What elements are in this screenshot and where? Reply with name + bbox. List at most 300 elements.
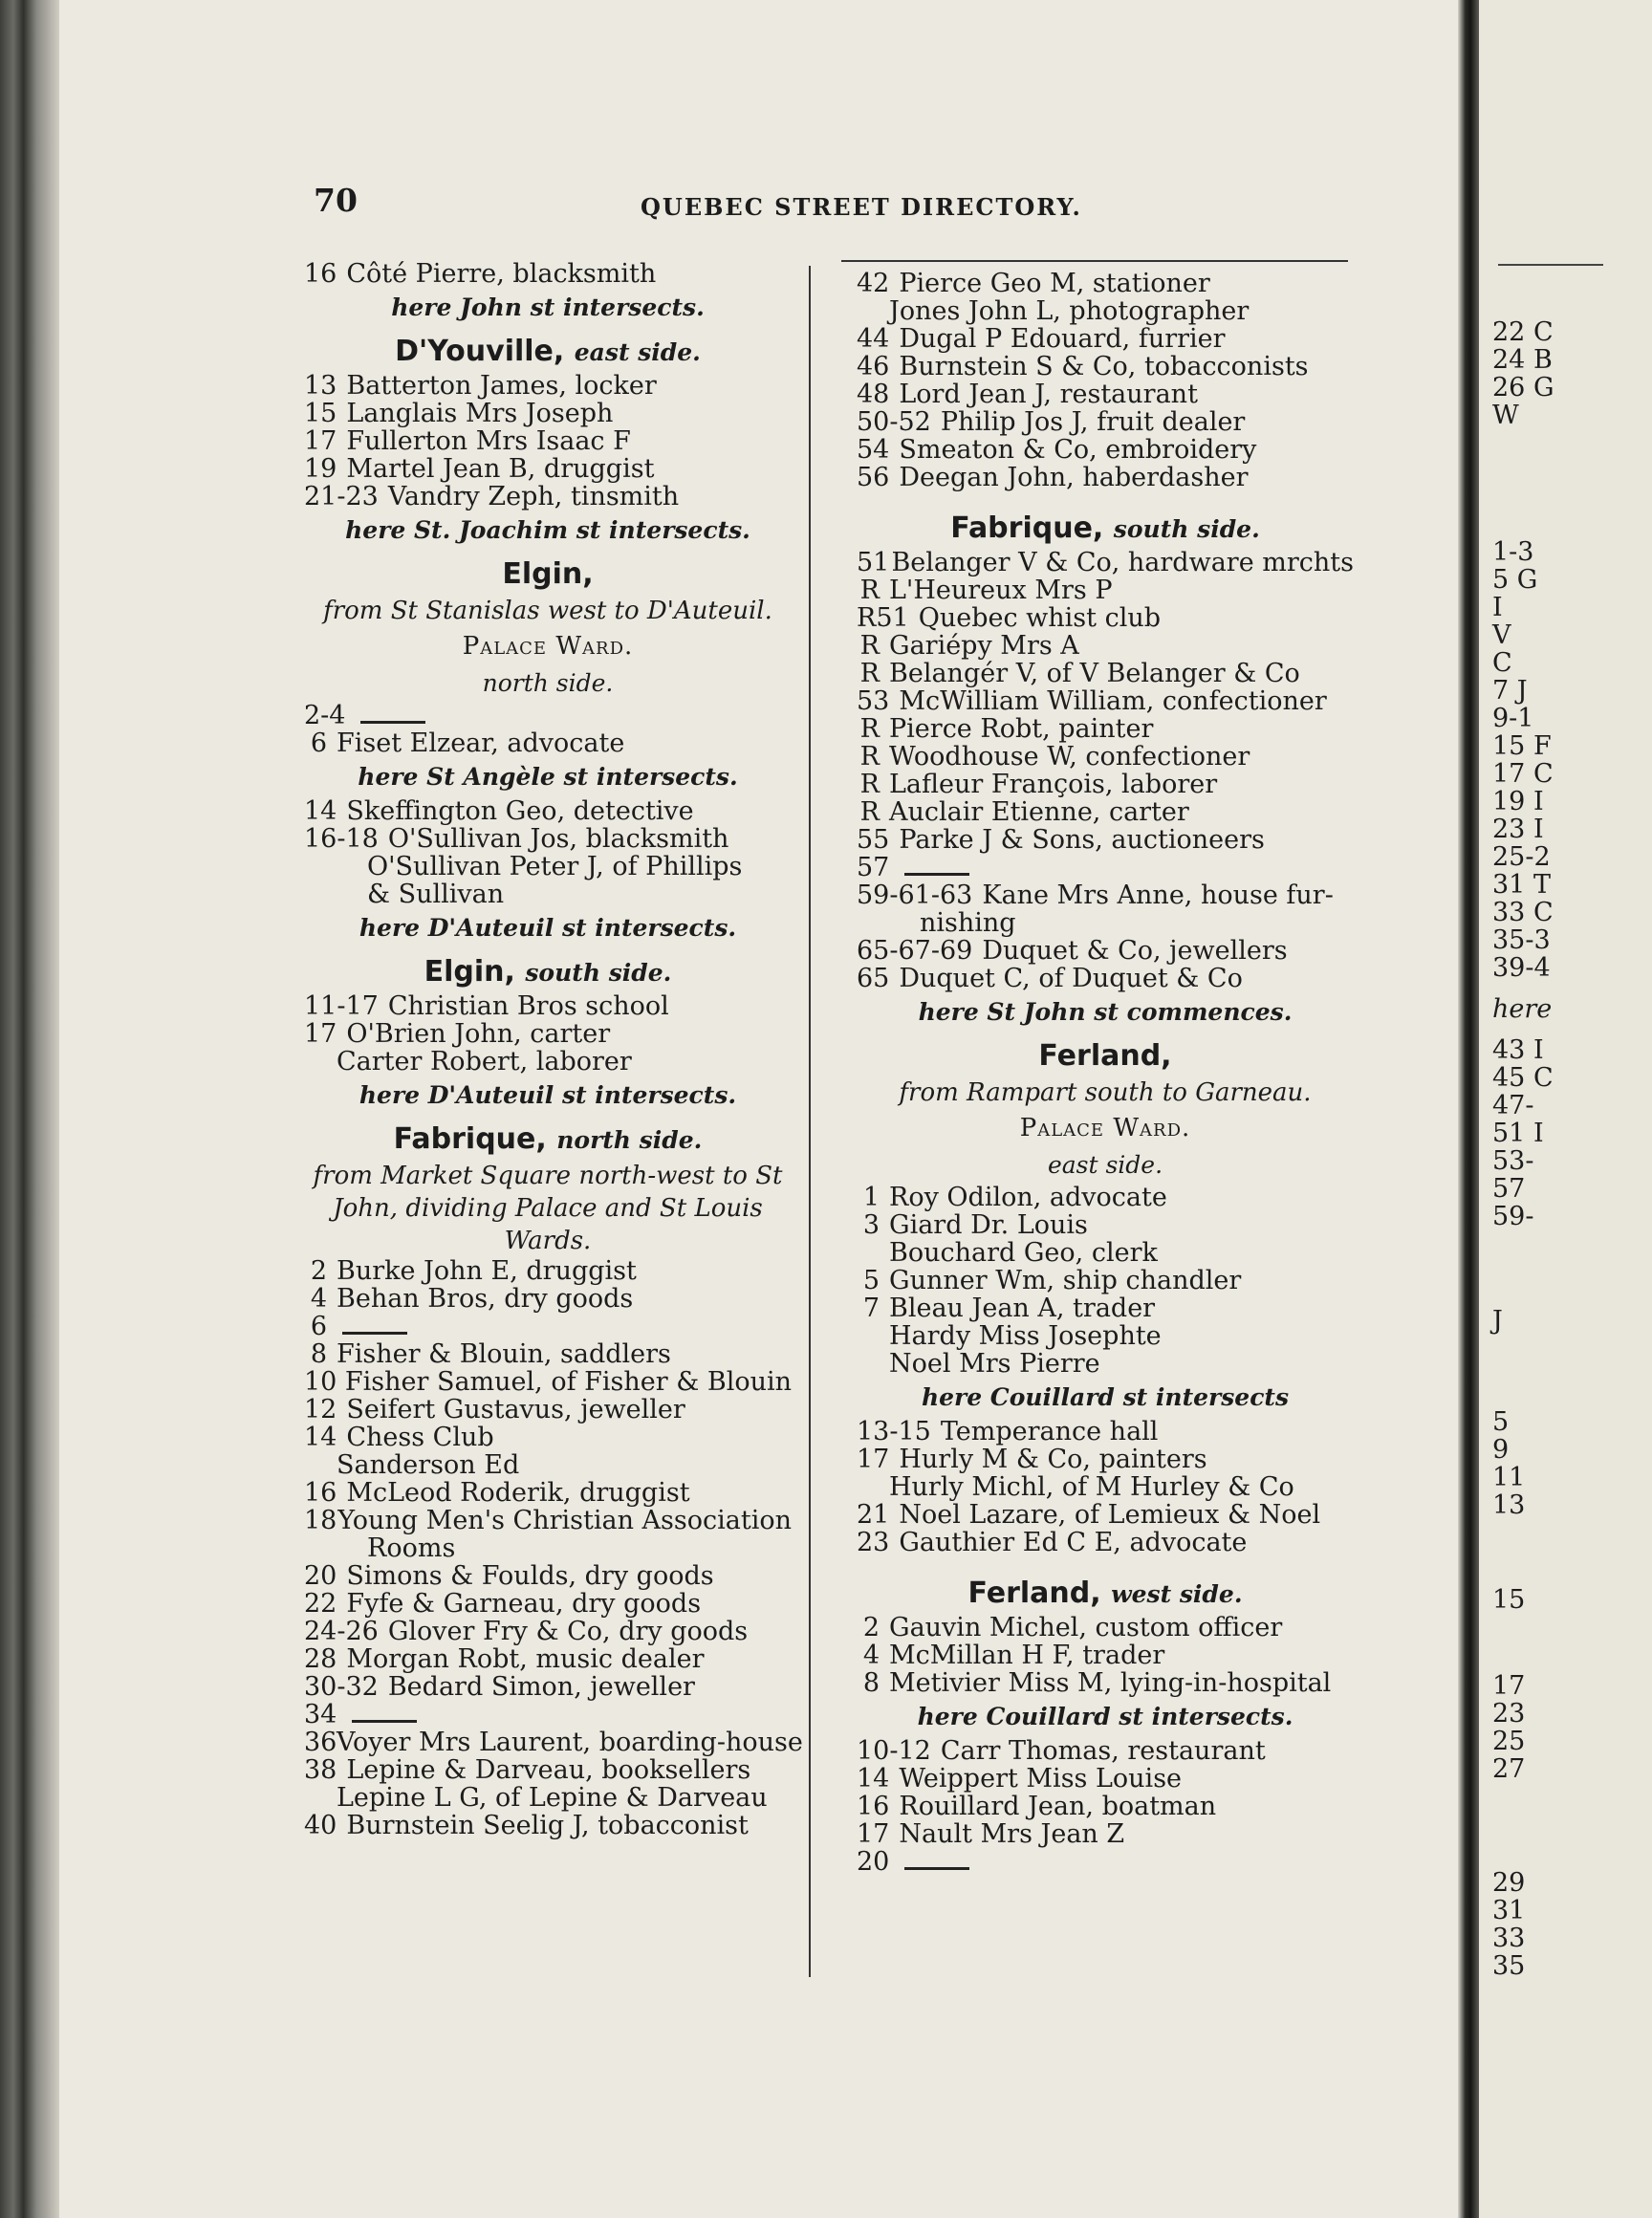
house-number: 19 (304, 454, 337, 484)
house-number: 65-67-69 (857, 936, 973, 966)
directory-entry (857, 1529, 1354, 1556)
directory-entry (857, 604, 1354, 632)
house-number: R (859, 631, 880, 661)
facing-page-text: 15 (1492, 1585, 1526, 1615)
entry-text: Roy Odilon, advocate (889, 1183, 1167, 1212)
directory-entry (304, 1285, 792, 1313)
side-heading: north side. (482, 669, 614, 697)
house-number: 42 (857, 269, 890, 298)
entry-text: Nault Mrs Jean Z (899, 1819, 1125, 1849)
street-extent: from Market Square north-west to St John, dividing Palace and St Louis Wards. (313, 1162, 783, 1255)
house-number: 24-26 (304, 1617, 379, 1646)
street-intersection-note: here John st intersects. (391, 294, 705, 321)
entry-text: Duquet & Co, jewellers (982, 936, 1288, 966)
directory-entry (857, 1294, 1354, 1322)
entry-text: Dugal P Edouard, furrier (899, 324, 1226, 354)
vacant-entry (857, 1848, 1354, 1876)
street-side: west side. (1111, 1580, 1243, 1608)
entry-text: Noel Lazare, of Lemieux & Noel (899, 1500, 1321, 1530)
house-number: 5 (862, 1266, 880, 1295)
facing-page-text: 11 (1492, 1463, 1526, 1492)
facing-page-fragment (1479, 0, 1652, 2218)
facing-page-text: 9 (1492, 1435, 1510, 1465)
entry-text: Hurly M & Co, painters (899, 1445, 1207, 1474)
street-extent: from St Stanislas west to D'Auteuil. (323, 597, 772, 625)
directory-entry (857, 270, 1354, 297)
facing-page-text: 35-3 (1492, 925, 1551, 955)
house-number: R (859, 797, 880, 827)
vacant-entry (304, 1701, 792, 1729)
directory-entry (304, 797, 792, 825)
directory-entry (857, 881, 1354, 909)
house-number: R (859, 714, 880, 744)
street-intersection-note: here St. Joachim st intersects. (345, 516, 750, 544)
left-column (304, 259, 803, 1840)
house-number: R (859, 659, 880, 688)
directory-entry (857, 771, 1354, 798)
house-number: 28 (304, 1644, 337, 1674)
facing-page-text: 26 G (1492, 373, 1554, 402)
house-number: 23 (857, 1528, 890, 1557)
house-number: 21-23 (304, 482, 379, 511)
directory-entry (304, 1424, 792, 1451)
directory-entry (857, 1793, 1354, 1820)
street-heading (857, 505, 1354, 549)
street-name: D'Youville, (395, 335, 565, 368)
directory-entry (857, 1501, 1354, 1529)
directory-entry (857, 632, 1354, 660)
vacant-dash (342, 1332, 407, 1335)
directory-entry (304, 1562, 792, 1590)
house-number: 10 (304, 1367, 337, 1397)
facing-page-text: 47- (1492, 1091, 1534, 1120)
street-extent: from Rampart south to Garneau. (899, 1078, 1312, 1107)
book-gutter (1458, 0, 1479, 2218)
facing-page-text: 53- (1492, 1146, 1534, 1176)
facing-page-text: 29 (1492, 1868, 1526, 1898)
directory-entry (304, 1020, 792, 1048)
house-number: 15 (304, 399, 337, 428)
facing-page-text: 17 C (1492, 759, 1554, 789)
entry-text: Chess Club (346, 1423, 494, 1452)
directory-entry (304, 260, 792, 288)
house-number: 21 (857, 1500, 890, 1530)
entry-text: Christian Bros school (387, 991, 669, 1021)
house-number: 59-61-63 (857, 881, 973, 910)
house-number: 17 (857, 1445, 890, 1474)
house-number: 38 (304, 1755, 337, 1785)
directory-entry (304, 1507, 792, 1534)
house-number: 14 (304, 1423, 337, 1452)
facing-page-text: I (1492, 593, 1503, 622)
facing-page-text: 1-3 (1492, 537, 1534, 567)
directory-entry (857, 325, 1354, 353)
directory-entry (857, 1737, 1354, 1765)
entry-text: Carr Thomas, restaurant (940, 1736, 1266, 1766)
house-number: 17 (857, 1819, 890, 1849)
house-number: 8 (310, 1339, 327, 1369)
house-number: 36 (304, 1728, 337, 1757)
directory-entry (304, 1340, 792, 1368)
directory-entry (304, 729, 792, 757)
facing-page-text: 51 I (1492, 1119, 1544, 1148)
entry-text: Pierce Geo M, stationer (899, 269, 1210, 298)
house-number: 14 (304, 796, 337, 826)
directory-entry (304, 1618, 792, 1645)
continuation-entry: Noel Mrs Pierre (889, 1349, 1100, 1379)
house-number: 4 (310, 1284, 327, 1314)
street-heading (304, 328, 792, 372)
house-number: 17 (304, 1019, 337, 1049)
street-heading (304, 551, 792, 595)
entry-text: Fiset Elzear, advocate (337, 728, 625, 758)
facing-page-rule (1498, 264, 1603, 266)
continuation-entry: nishing (920, 908, 1016, 938)
entry-text: Batterton James, locker (346, 371, 657, 401)
facing-page-text: 24 B (1492, 345, 1553, 375)
entry-text: Temperance hall (940, 1417, 1159, 1446)
entry-text: Lord Jean J, restaurant (899, 380, 1198, 409)
continuation-entry: Hurly Michl, of M Hurley & Co (889, 1472, 1294, 1502)
directory-entry (857, 1211, 1354, 1239)
facing-page-text: 25-2 (1492, 842, 1551, 872)
entry-text: Simons & Foulds, dry goods (346, 1561, 714, 1591)
house-number: 2 (862, 1613, 880, 1642)
directory-entry (857, 660, 1354, 687)
facing-page-text: 17 (1492, 1671, 1526, 1701)
facing-page-text: 13 (1492, 1490, 1526, 1520)
house-number: 2-4 (304, 701, 346, 730)
directory-entry (857, 687, 1354, 715)
entry-text: Smeaton & Co, embroidery (899, 435, 1257, 465)
house-number: 48 (857, 380, 890, 409)
facing-page-text: 31 (1492, 1896, 1526, 1925)
house-number: 13-15 (857, 1417, 931, 1446)
house-number: 8 (862, 1668, 880, 1698)
facing-page-text: 7 J (1492, 676, 1528, 706)
entry-text: Glover Fry & Co, dry goods (387, 1617, 749, 1646)
street-intersection-note: here D'Auteuil st intersects. (359, 914, 737, 942)
continuation-entry: Rooms (367, 1533, 456, 1563)
house-number: R (859, 742, 880, 772)
ward-name: Palace Ward. (1019, 1114, 1191, 1142)
vacant-entry (304, 702, 792, 729)
continuation-entry: Jones John L, photographer (889, 296, 1250, 326)
entry-text: Belanger V & Co, hardware mrchts (891, 548, 1354, 577)
directory-entry (857, 937, 1354, 965)
facing-page-text: 33 C (1492, 898, 1554, 927)
house-number: 34 (304, 1700, 337, 1729)
directory-entry (304, 1479, 792, 1507)
entry-text: Behan Bros, dry goods (337, 1284, 634, 1314)
street-intersection-note: here D'Auteuil st intersects. (359, 1081, 737, 1109)
entry-text: Quebec whist club (918, 603, 1162, 633)
entry-text: Deegan John, haberdasher (899, 463, 1249, 492)
entry-text: Auclair Etienne, carter (889, 797, 1189, 827)
facing-page-text: 57 (1492, 1174, 1526, 1204)
street-heading (304, 948, 792, 992)
street-heading (857, 1033, 1354, 1076)
street-side: east side. (574, 338, 701, 366)
house-number: 65 (857, 964, 890, 993)
entry-text: Bedard Simon, jeweller (387, 1672, 695, 1702)
directory-entry (857, 965, 1354, 992)
directory-entry (857, 1267, 1354, 1294)
entry-text: Seifert Gustavus, jeweller (346, 1395, 685, 1424)
directory-entry (304, 1673, 792, 1701)
directory-entry (304, 1645, 792, 1673)
house-number: 16 (857, 1792, 890, 1821)
house-number: 7 (862, 1294, 880, 1323)
directory-entry (857, 1820, 1354, 1848)
street-intersection-note: here Couillard st intersects. (917, 1703, 1293, 1730)
entry-text: Young Men's Christian Association (337, 1506, 792, 1535)
street-name: Fabrique, (393, 1122, 547, 1156)
facing-page-text: 22 C (1492, 317, 1554, 347)
facing-page-text: 23 I (1492, 815, 1544, 844)
entry-text: Gunner Wm, ship chandler (889, 1266, 1242, 1295)
vacant-entry (304, 1313, 792, 1340)
street-name: Ferland, (967, 1577, 1101, 1610)
continuation-entry: Sanderson Ed (337, 1450, 520, 1480)
continuation-entry: Bouchard Geo, clerk (889, 1238, 1158, 1268)
entry-text: Philip Jos J, fruit dealer (940, 407, 1246, 437)
house-number: 30-32 (304, 1672, 379, 1702)
entry-text: Woodhouse W, confectioner (889, 742, 1250, 772)
directory-entry (857, 1446, 1354, 1473)
entry-text: Fisher Samuel, of Fisher & Blouin (344, 1367, 792, 1397)
street-name: Ferland, (1038, 1039, 1172, 1073)
entry-text: Kane Mrs Anne, house fur- (982, 881, 1334, 910)
street-name: Fabrique, (950, 511, 1104, 545)
directory-entry (304, 1590, 792, 1618)
vacant-dash (360, 721, 425, 724)
facing-page-text: V (1492, 620, 1511, 650)
directory-entry (857, 1765, 1354, 1793)
house-number: 22 (304, 1589, 337, 1619)
street-side: south side. (525, 959, 672, 987)
facing-page-text: 39-4 (1492, 953, 1551, 983)
house-number: 40 (304, 1811, 337, 1840)
directory-entry (857, 715, 1354, 743)
entry-text: O'Brien John, carter (346, 1019, 611, 1049)
directory-entry (857, 1418, 1354, 1446)
directory-entry (304, 483, 792, 511)
vacant-dash (352, 1720, 417, 1723)
entry-text: Vandry Zeph, tinsmith (387, 482, 680, 511)
entry-text: Burnstein S & Co, tobacconists (899, 352, 1309, 381)
facing-page-text: 45 C (1492, 1063, 1554, 1093)
house-number: 57 (857, 853, 890, 882)
house-number: 17 (304, 426, 337, 456)
house-number: 6 (310, 728, 327, 758)
facing-page-text: 23 (1492, 1699, 1526, 1729)
entry-text: Gauthier Ed C E, advocate (899, 1528, 1248, 1557)
house-number: 12 (304, 1395, 337, 1424)
facing-page-text: 35 (1492, 1951, 1526, 1981)
house-number: 4 (862, 1641, 880, 1670)
entry-text: Parke J & Sons, auctioneers (899, 825, 1265, 855)
directory-entry (857, 743, 1354, 771)
entry-text: Côté Pierre, blacksmith (346, 259, 657, 289)
entry-text: Langlais Mrs Joseph (346, 399, 614, 428)
directory-entry (857, 549, 1354, 576)
entry-text: Gauvin Michel, custom officer (889, 1613, 1283, 1642)
entry-text: Gariépy Mrs A (889, 631, 1079, 661)
street-side: north side. (556, 1126, 703, 1154)
entry-text: Rouillard Jean, boatman (899, 1792, 1217, 1821)
entry-text: Skeffington Geo, detective (346, 796, 694, 826)
directory-entry (857, 826, 1354, 854)
directory-entry (304, 1756, 792, 1784)
facing-page-text: 25 (1492, 1727, 1526, 1756)
street-side: south side. (1113, 515, 1260, 543)
house-number: 16 (304, 1478, 337, 1508)
directory-entry (857, 436, 1354, 464)
directory-entry (857, 381, 1354, 408)
directory-entry (857, 1642, 1354, 1669)
directory-entry (304, 1728, 803, 1757)
entry-text: Fisher & Blouin, saddlers (337, 1339, 671, 1369)
header-rule (841, 260, 1348, 262)
house-number: 50-52 (857, 407, 931, 437)
house-number: 14 (857, 1764, 890, 1794)
house-number: 11-17 (304, 991, 379, 1021)
facing-page-text: J (1492, 1306, 1503, 1336)
facing-page-text: here (1492, 994, 1553, 1024)
directory-entry (857, 408, 1354, 436)
continuation-entry: Lepine L G, of Lepine & Darveau (337, 1783, 768, 1813)
entry-text: Giard Dr. Louis (889, 1210, 1088, 1240)
house-number: R51 (857, 603, 909, 633)
directory-entry (857, 464, 1354, 491)
directory-entry (304, 1812, 792, 1839)
directory-entry (304, 400, 792, 427)
facing-page-text: 43 I (1492, 1035, 1544, 1065)
house-number: 18 (304, 1506, 337, 1535)
house-number: R (859, 576, 880, 605)
house-number: 16-18 (304, 824, 379, 854)
directory-entry (304, 455, 792, 483)
vacant-dash (904, 873, 969, 876)
entry-text: Martel Jean B, druggist (346, 454, 655, 484)
entry-text: Duquet C, of Duquet & Co (899, 964, 1243, 993)
house-number: 53 (857, 686, 890, 716)
entry-text: Burnstein Seelig J, tobacconist (346, 1811, 749, 1840)
house-number: R (859, 770, 880, 799)
directory-entry (304, 1396, 792, 1424)
street-intersection-note: here Couillard st intersects (921, 1383, 1290, 1411)
entry-text: Pierce Robt, painter (889, 714, 1154, 744)
continuation-entry: Carter Robert, laborer (337, 1047, 632, 1076)
house-number: 54 (857, 435, 890, 465)
directory-entry (857, 798, 1354, 826)
house-number: 56 (857, 463, 890, 492)
facing-page-text: 31 T (1492, 870, 1551, 900)
directory-entry (304, 372, 792, 400)
directory-entry (857, 576, 1354, 604)
street-intersection-note: here St Angèle st intersects. (358, 763, 738, 791)
directory-entry (304, 992, 792, 1020)
entry-text: Lepine & Darveau, booksellers (346, 1755, 751, 1785)
house-number: 6 (310, 1312, 327, 1341)
entry-text: Voyer Mrs Laurent, boarding-house (337, 1728, 803, 1757)
entry-text: McMillan H F, trader (889, 1641, 1165, 1670)
spacer (857, 1556, 1354, 1570)
entry-text: Weippert Miss Louise (899, 1764, 1183, 1794)
facing-page-text: 5 (1492, 1407, 1510, 1437)
house-number: 13 (304, 371, 337, 401)
facing-page-text: 27 (1492, 1754, 1526, 1784)
directory-entry (857, 1614, 1354, 1642)
spacer (857, 491, 1354, 505)
entry-text: L'Heureux Mrs P (889, 576, 1113, 605)
entry-text: McWilliam William, confectioner (899, 686, 1327, 716)
house-number: 2 (310, 1256, 327, 1286)
continuation-entry: & Sullivan (367, 880, 505, 909)
directory-entry (857, 1184, 1354, 1211)
running-title: QUEBEC STREET DIRECTORY. (641, 193, 1082, 221)
entry-text: Lafleur François, laborer (889, 770, 1218, 799)
house-number: 46 (857, 352, 890, 381)
street-heading (857, 1570, 1354, 1614)
continuation-entry: Hardy Miss Josephte (889, 1321, 1162, 1351)
entry-text: Morgan Robt, music dealer (346, 1644, 705, 1674)
facing-page-text: 33 (1492, 1924, 1526, 1953)
directory-entry (857, 353, 1354, 381)
directory-entry (304, 427, 792, 455)
vacant-entry (857, 854, 1354, 881)
entry-text: Burke John E, druggist (337, 1256, 637, 1286)
directory-entry (304, 1368, 792, 1396)
continuation-entry: O'Sullivan Peter J, of Phillips (367, 852, 743, 881)
street-name: Elgin, (502, 557, 594, 591)
house-number: 44 (857, 324, 890, 354)
column-divider (809, 266, 811, 1977)
ward-name: Palace Ward. (462, 632, 634, 661)
directory-entry (857, 1669, 1354, 1697)
house-number: 20 (304, 1561, 337, 1591)
entry-text: McLeod Roderik, druggist (346, 1478, 690, 1508)
entry-text: Metivier Miss M, lying-in-hospital (889, 1668, 1332, 1698)
facing-page-text: C (1492, 648, 1512, 678)
house-number: 10-12 (857, 1736, 931, 1766)
house-number: 55 (857, 825, 890, 855)
house-number: 1 (862, 1183, 880, 1212)
facing-page-text: 5 G (1492, 565, 1538, 595)
facing-page-text: W (1492, 401, 1519, 430)
house-number: 51 (857, 548, 890, 577)
entry-text: Fullerton Mrs Isaac F (346, 426, 631, 456)
facing-page-text: 19 I (1492, 787, 1544, 816)
facing-page-text: 9-1 (1492, 704, 1534, 733)
side-heading: east side. (1047, 1151, 1163, 1179)
right-column (857, 270, 1354, 1876)
entry-text: Bleau Jean A, trader (889, 1294, 1156, 1323)
page-number: 70 (314, 182, 358, 219)
page-header (0, 182, 1652, 229)
street-name: Elgin, (424, 955, 515, 989)
facing-page-text: 15 F (1492, 731, 1552, 761)
entry-text: Fyfe & Garneau, dry goods (346, 1589, 702, 1619)
house-number: 3 (862, 1210, 880, 1240)
directory-entry (304, 1257, 792, 1285)
entry-text: Belangér V, of V Belanger & Co (889, 659, 1300, 688)
vacant-dash (904, 1867, 969, 1870)
directory-entry (304, 825, 792, 853)
house-number: 20 (857, 1847, 890, 1877)
book-spine-shadow (0, 0, 67, 2218)
